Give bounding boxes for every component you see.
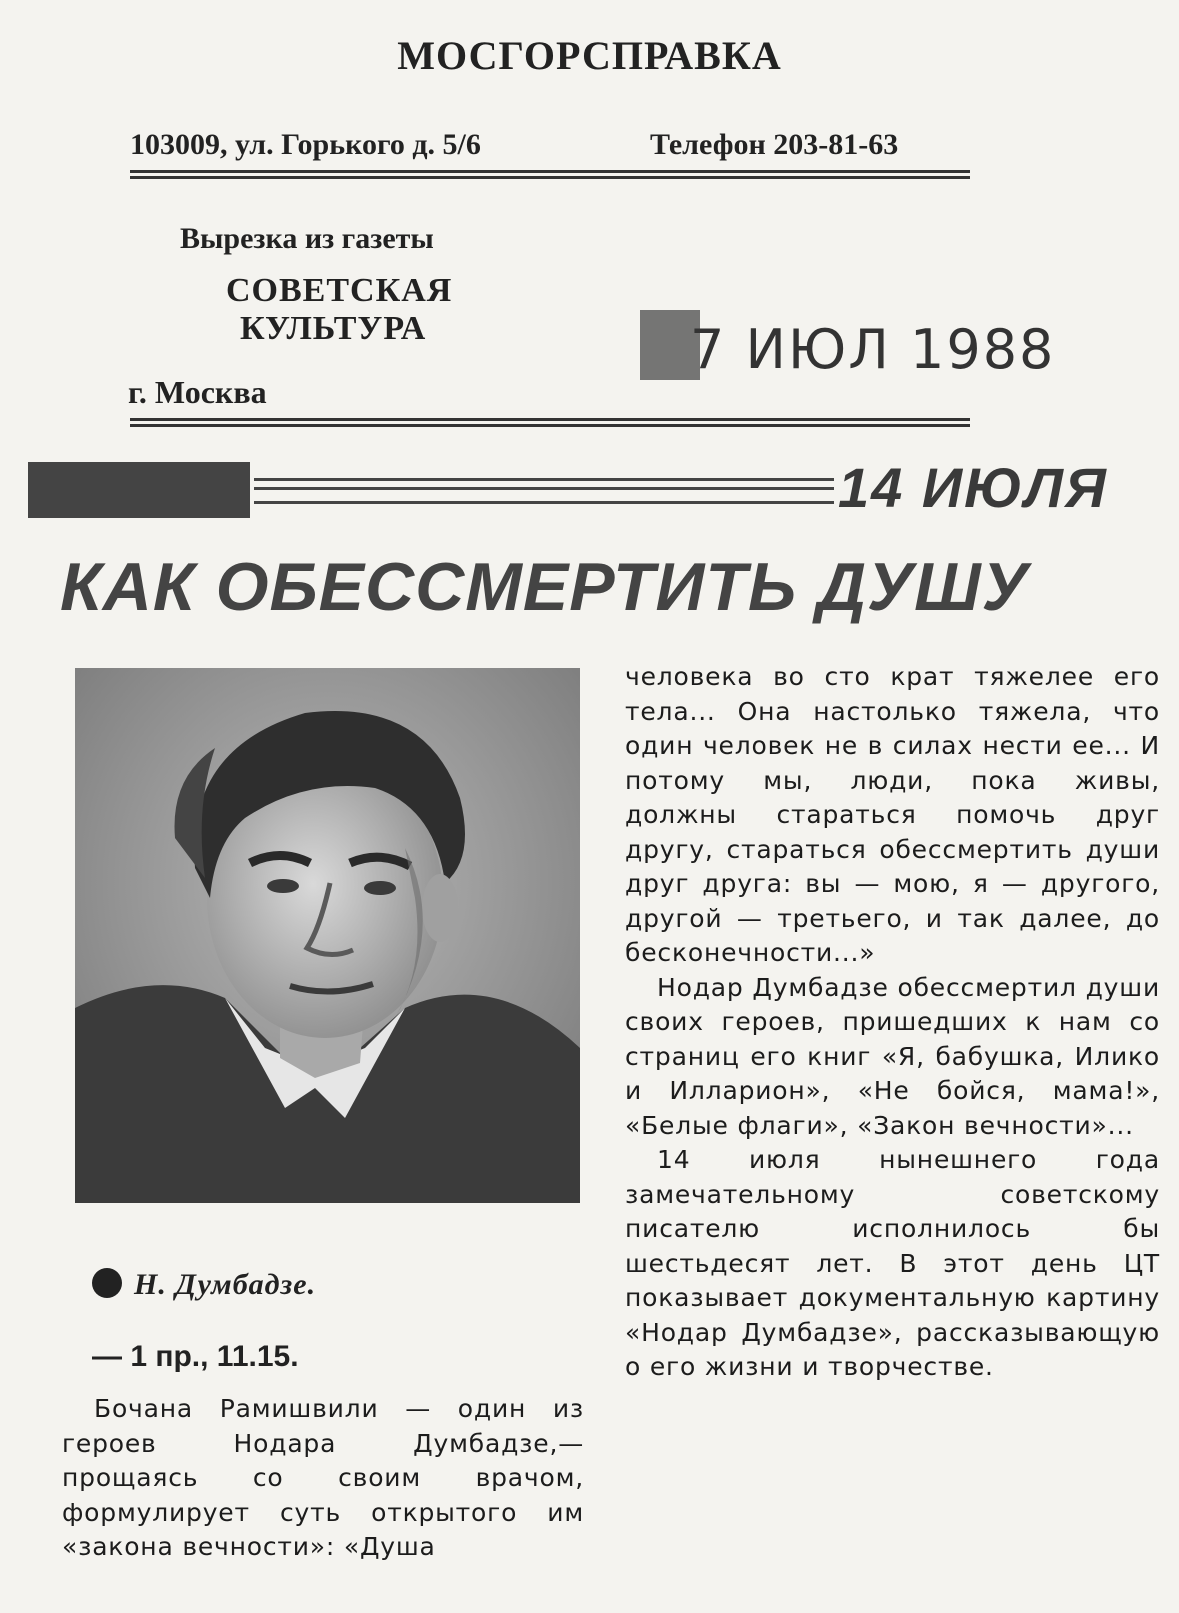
dateline-rule [254, 478, 834, 504]
bullet-icon [92, 1268, 122, 1298]
agency-name: МОСГОРСПРАВКА [397, 33, 782, 78]
article-headline: КАК ОБЕССМЕРТИТЬ ДУШУ [60, 549, 1029, 625]
agency-phone: Телефон 203-81-63 [650, 128, 899, 161]
portrait-image [75, 668, 580, 1203]
dateline-bar [28, 462, 250, 518]
clipping-label: Вырезка из газеты [180, 222, 434, 255]
body-paragraph: Нодар Думбадзе обессмертил души своих героев, пришедших к нам со страниц его книг «Я, бабушка, Илико и Илларион», «Не бойся, мама!», «Белые флаги», «Закон вечности»... [625, 972, 1160, 1140]
article-body-right [625, 660, 1160, 1385]
newspaper-name-line1: СОВЕТСКАЯ [226, 272, 453, 309]
newspaper-name-line2: КУЛЬТУРА [240, 310, 427, 347]
clipping-city: г. Москва [128, 374, 267, 410]
broadcast-date: 14 ИЮЛЯ [838, 456, 1108, 519]
body-paragraph: 14 июля нынешнего года замечательному советскому писателю исполнилось бы шестьдесят лет. В этот день ЦТ показывает документальную картину «Нодар Думбадзе», рассказывающую о его жизни и творчестве. [625, 1145, 1160, 1381]
body-paragraph: Бочана Рамишвили — один из героев Нодара Думбадзе,— прощаясь со своим врачом, формулирует суть открытого им «закона вечности»: «Душа [62, 1394, 584, 1561]
clipping-rule [130, 418, 970, 427]
photo-caption-text: Н. Думбадзе. [134, 1268, 317, 1301]
article-body-left [62, 1392, 584, 1565]
received-date-stamp: 7 ИЮЛ 1988 [690, 318, 1056, 381]
body-paragraph: человека во сто крат тяжелее его тела... Она настолько тяжела, что один человек не в силах нести ее... И потому мы, люди, пока живы, должны стараться помочь друг другу, стараться обессмертить души друг друга: вы — мою, я — другого, другой — третьего, и так далее, до бесконечности...» [625, 662, 1160, 967]
portrait-photo [75, 668, 580, 1203]
agency-address: 103009, ул. Горького д. 5/6 [130, 128, 481, 161]
photo-caption [92, 1268, 316, 1302]
header-rule [130, 170, 970, 179]
broadcast-schedule: — 1 пр., 11.15. [92, 1340, 299, 1373]
